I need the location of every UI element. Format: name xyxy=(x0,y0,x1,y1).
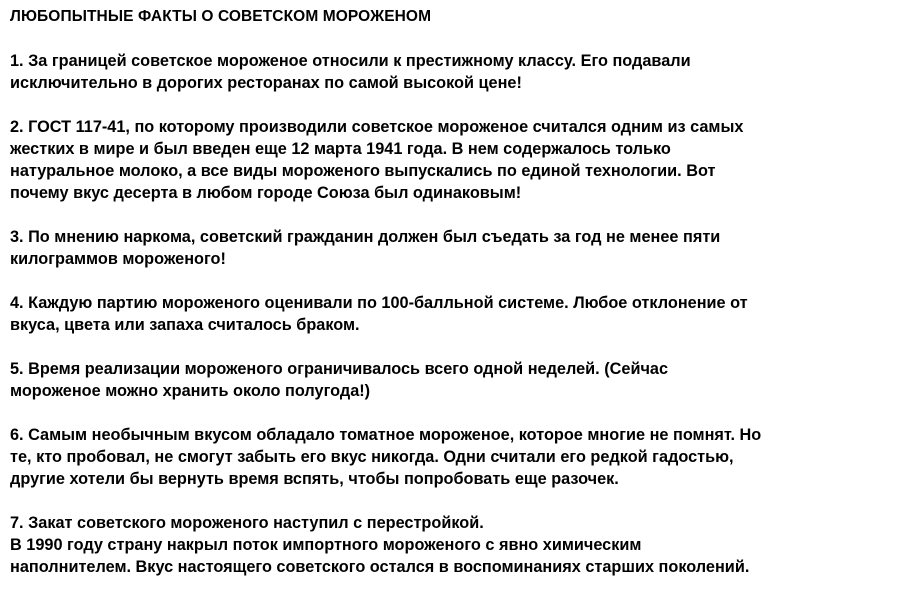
fact-line: жестких в мире и был введен еще 12 марта 1941 года. В нем содержалось только xyxy=(10,140,671,158)
fact-item-3 xyxy=(10,226,894,270)
fact-item-2 xyxy=(10,116,894,204)
fact-line: те, кто пробовал, не смогут забыть его вкус никогда. Одни считали его редкой гадостью, xyxy=(10,448,734,466)
fact-line: наполнителем. Вкус настоящего советского остался в воспоминаниях старших поколений. xyxy=(10,558,750,576)
fact-line: 6. Самым необычным вкусом обладало томатное мороженое, которое многие не помнят. Но xyxy=(10,426,762,444)
fact-line: почему вкус десерта в любом городе Союза был одинаковым! xyxy=(10,184,522,202)
fact-line: вкуса, цвета или запаха считалось браком. xyxy=(10,316,360,334)
fact-item-4 xyxy=(10,292,894,336)
fact-line: 3. По мнению наркома, советский гражданин должен был съедать за год не менее пяти xyxy=(10,228,721,246)
fact-line: килограммов мороженого! xyxy=(10,250,226,268)
fact-line: натуральное молоко, а все виды мороженого выпускались по единой технологии. Вот xyxy=(10,162,716,180)
fact-item-6 xyxy=(10,424,894,490)
document xyxy=(10,6,894,600)
facts-list xyxy=(10,50,894,578)
fact-line: 4. Каждую партию мороженого оценивали по 100-балльной системе. Любое отклонение от xyxy=(10,294,748,312)
fact-item-1 xyxy=(10,50,894,94)
fact-line: 2. ГОСТ 117-41, по которому производили советское мороженое считался одним из самых xyxy=(10,118,744,136)
fact-line: исключительно в дорогих ресторанах по самой высокой цене! xyxy=(10,74,522,92)
fact-item-7 xyxy=(10,512,894,578)
fact-line: 5. Время реализации мороженого ограничивалось всего одной неделей. (Сейчас xyxy=(10,360,669,378)
fact-line: мороженое можно хранить около полугода!) xyxy=(10,382,371,400)
fact-line: 1. За границей советское мороженое относили к престижному классу. Его подавали xyxy=(10,52,691,70)
fact-line: 7. Закат советского мороженого наступил с перестройкой. xyxy=(10,514,484,532)
fact-item-5 xyxy=(10,358,894,402)
document-title: ЛЮБОПЫТНЫЕ ФАКТЫ О СОВЕТСКОМ МОРОЖЕНОМ xyxy=(10,8,432,25)
fact-line: В 1990 году страну накрыл поток импортного мороженого с явно химическим xyxy=(10,536,642,554)
fact-line: другие хотели бы вернуть время вспять, чтобы попробовать еще разочек. xyxy=(10,470,619,488)
